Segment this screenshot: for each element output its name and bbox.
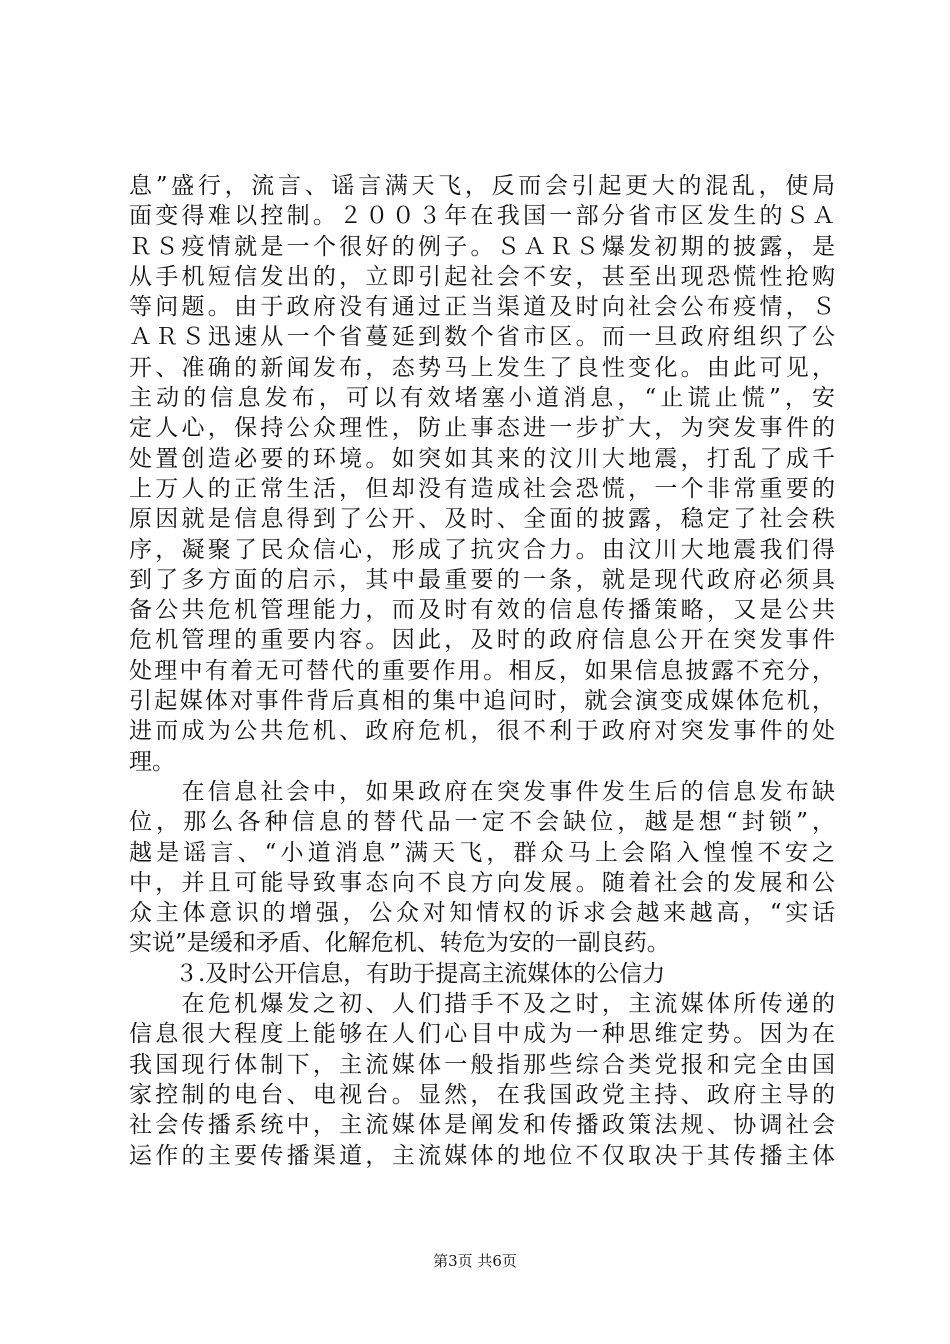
text-line: 实说”是缓和矛盾、化解危机、转危为安的一副良药。 [129,930,670,957]
text-line: 理。 [129,748,175,775]
text-line: 息”盛行，流言、谣言满天飞，反而会引起更大的混乱，使局 [129,173,835,199]
text-line: 在危机爆发之初、人们措手不及之时，主流媒体所传递的 [129,991,835,1018]
text-line: 备公共危机管理能力，而及时有效的信息传播策略，又是公共 [129,597,835,624]
text-line: ＲＳ疫情就是一个很好的例子。ＳＡＲＳ爆发初期的披露，是 [129,233,835,260]
text-line: 进而成为公共危机、政府危机，很不利于政府对突发事件的处 [129,718,835,745]
text-line: 上万人的正常生活，但却没有造成社会恐慌，一个非常重要的 [129,475,835,502]
text-line: 引起媒体对事件背后真相的集中追问时，就会演变成媒体危机， [129,688,835,715]
text-line: 众主体意识的增强，公众对知情权的诉求会越来越高，“实话 [129,900,835,927]
text-line: 定人心，保持公众理性，防止事态进一步扩大，为突发事件的 [129,415,835,442]
text-line: 位，那么各种信息的替代品一定不会缺位，越是想“封锁”， [129,809,835,836]
text-line: 主动的信息发布，可以有效堵塞小道消息，“止谎止慌”，安 [129,385,835,412]
text-line: 等问题。由于政府没有通过正当渠道及时向社会公布疫情，Ｓ [129,294,835,321]
text-line: 我国现行体制下，主流媒体一般指那些综合类党报和完全由国 [129,1051,835,1078]
text-line: 序，凝聚了民众信心，形成了抗灾合力。由汶川大地震我们得 [129,536,835,563]
text-line: 家控制的电台、电视台。显然，在我国政党主持、政府主导的 [129,1081,835,1108]
text-line: 社会传播系统中，主流媒体是阐发和传播政策法规、协调社会 [129,1112,835,1139]
text-line: 处理中有着无可替代的重要作用。相反，如果信息披露不充分， [129,657,835,684]
page-number-footer: 第3页 共6页 [433,1252,517,1270]
text-line: 越是谣言、“小道消息”满天飞，群众马上会陷入惶惶不安之 [129,839,835,866]
body-text [129,171,835,1171]
text-line: 在信息社会中，如果政府在突发事件发生后的信息发布缺 [129,778,835,805]
text-line: 开、准确的新闻发布，态势马上发生了良性变化。由此可见， [129,354,835,381]
text-line: ３.及时公开信息，有助于提高主流媒体的公信力 [129,960,666,987]
text-line: ＡＲＳ迅速从一个省蔓延到数个省市区。而一旦政府组织了公 [129,324,835,351]
text-line: 危机管理的重要内容。因此，及时的政府信息公开在突发事件 [129,627,835,654]
text-line: 运作的主要传播渠道，主流媒体的地位不仅取决于其传播主体 [129,1142,835,1169]
text-line: 到了多方面的启示，其中最重要的一条，就是现代政府必须具 [129,566,835,593]
text-line: 处置创造必要的环境。如突如其来的汶川大地震，打乱了成千 [129,445,835,472]
text-line: 从手机短信发出的，立即引起社会不安，甚至出现恐慌性抢购 [129,263,835,290]
text-line: 信息很大程度上能够在人们心目中成为一种思维定势。因为在 [129,1021,835,1048]
text-line: 中，并且可能导致事态向不良方向发展。随着社会的发展和公 [129,869,835,896]
text-line: 原因就是信息得到了公开、及时、全面的披露，稳定了社会秩 [129,506,835,533]
text-line: 面变得难以控制。２００３年在我国一部分省市区发生的ＳＡ [129,203,835,230]
